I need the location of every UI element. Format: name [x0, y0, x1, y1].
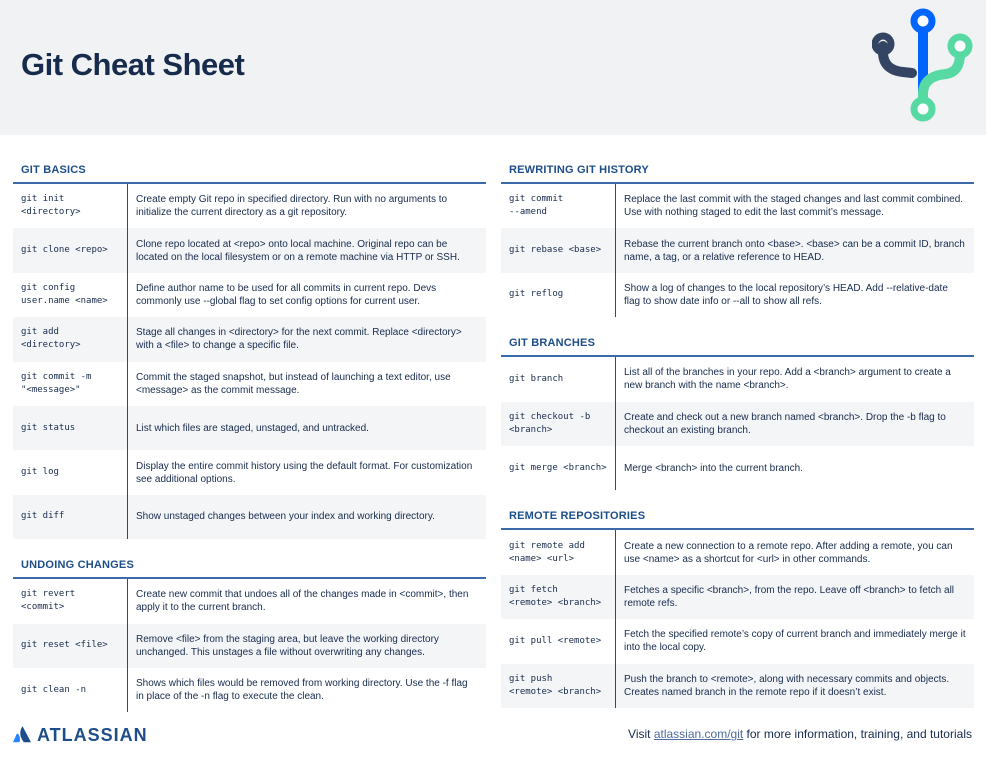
command: git init <directory>: [13, 184, 128, 228]
section-title-rewriting-history: REWRITING GIT HISTORY: [501, 158, 974, 184]
description: Create new commit that undoes all of the changes made in <commit>, then apply it to the current branch.: [136, 589, 469, 614]
atlassian-wordmark: ATLASSIAN: [37, 724, 148, 745]
command: git remote add <name> <url>: [501, 530, 616, 574]
page-title: Git Cheat Sheet: [21, 47, 245, 82]
description: Push the branch to <remote>, along with necessary commits and objects. Creates named branch in the remote repo if it doesn’t exist.: [624, 673, 950, 698]
spacer: [501, 317, 974, 331]
description: Rebase the current branch onto <base>. <base> can be a commit ID, branch name, a tag, or a relative reference to HEAD.: [624, 238, 965, 263]
description: Display the entire commit history using the default format. For customization see additional options.: [136, 460, 473, 485]
command: git reset <file>: [13, 624, 128, 668]
description: Fetches a specific <branch>, from the repo. Leave off <branch> to fetch all remote refs.: [624, 584, 955, 609]
description: Replace the last commit with the staged changes and last commit combined. Use with nothing staged to edit the last commit’s message.: [624, 194, 964, 219]
table-row: [501, 184, 974, 228]
description: Remove <file> from the staging area, but leave the working directory unchanged. This unstages a file without overwriting any changes.: [136, 633, 439, 658]
description: Merge <branch> into the current branch.: [624, 462, 803, 474]
command: git status: [13, 406, 128, 450]
table-row: [13, 228, 486, 272]
table-row: [13, 579, 486, 623]
command: git add <directory>: [13, 317, 128, 361]
footer-rest: for more information, training, and tutorials: [746, 727, 972, 741]
undoing-changes-table: [13, 579, 486, 712]
section-title-git-branches: GIT BRANCHES: [501, 331, 974, 357]
description: Create a new connection to a remote repo. After adding a remote, you can use <name> as a shortcut for <url> in other commands.: [624, 540, 953, 565]
table-row: [501, 273, 974, 317]
command: git log: [13, 450, 128, 494]
description: Fetch the specified remote’s copy of current branch and immediately merge it into the local copy.: [624, 629, 966, 654]
header: [0, 0, 986, 135]
description: Commit the staged snapshot, but instead of launching a text editor, use <message> as the commit message.: [136, 371, 451, 396]
footer-visit: Visit: [628, 727, 651, 741]
table-row: [501, 619, 974, 663]
table-row: [501, 575, 974, 619]
table-row: [501, 402, 974, 446]
command: git config user.name <name>: [13, 273, 128, 317]
table-row: [501, 228, 974, 272]
atlassian-mark-icon: [13, 726, 31, 744]
atlassian-logo: [13, 725, 148, 745]
command: git reflog: [501, 273, 616, 317]
table-row: [13, 362, 486, 406]
description: Show unstaged changes between your index and working directory.: [136, 511, 435, 523]
table-row: [13, 495, 486, 539]
footer-text: [628, 727, 972, 741]
git-branches-table: [501, 357, 974, 490]
spacer: [501, 490, 974, 504]
command: git checkout -b <branch>: [501, 402, 616, 446]
command: git merge <branch>: [501, 446, 616, 490]
table-row: [13, 450, 486, 494]
command: git diff: [13, 495, 128, 539]
section-title-undoing-changes: UNDOING CHANGES: [13, 553, 486, 579]
section-title-remote-repositories: REMOTE REPOSITORIES: [501, 504, 974, 530]
table-row: [13, 184, 486, 228]
table-row: [13, 273, 486, 317]
command: git fetch <remote> <branch>: [501, 575, 616, 619]
atlassian-git-link[interactable]: atlassian.com/git: [653, 727, 744, 741]
description: Define author name to be used for all commits in current repo. Devs commonly use --global flag to set config options for current user.: [136, 282, 437, 307]
command: git commit -m "<message>": [13, 362, 128, 406]
left-column: [13, 158, 486, 712]
git-basics-table: [13, 184, 486, 539]
rewriting-history-table: [501, 184, 974, 317]
table-row: [13, 317, 486, 361]
spacer: [13, 539, 486, 553]
command: git push <remote> <branch>: [501, 664, 616, 708]
table-row: [13, 406, 486, 450]
section-title-git-basics: GIT BASICS: [13, 158, 486, 184]
description: List which files are staged, unstaged, and untracked.: [136, 422, 369, 434]
table-row: [501, 446, 974, 490]
command: git pull <remote>: [501, 619, 616, 663]
description: Create empty Git repo in specified directory. Run with no arguments to initialize the current directory as a git repository.: [136, 194, 448, 219]
remote-repositories-table: [501, 530, 974, 708]
description: Show a log of changes to the local repository’s HEAD. Add --relative-date flag to show date info or --all to show all refs.: [624, 282, 948, 307]
description: Shows which files would be removed from working directory. Use the -f flag in place of the -n flag to execute the clean.: [136, 678, 468, 703]
git-branch-logo-icon: [872, 8, 976, 128]
command: git clone <repo>: [13, 228, 128, 272]
right-column: [501, 158, 974, 708]
table-row: [501, 530, 974, 574]
description: List all of the branches in your repo. Add a <branch> argument to create a new branch with the name <branch>.: [624, 367, 951, 392]
description: Create and check out a new branch named <branch>. Drop the -b flag to checkout an existing branch.: [624, 411, 946, 436]
table-row: [501, 664, 974, 708]
table-row: [13, 624, 486, 668]
description: Stage all changes in <directory> for the next commit. Replace <directory> with a <file> to change a specific file.: [136, 327, 462, 352]
command: git commit --amend: [501, 184, 616, 228]
description: Clone repo located at <repo> onto local machine. Original repo can be located on the local filesystem or on a remote machine via HTTP or SSH.: [136, 238, 460, 263]
table-row: [13, 668, 486, 712]
command: git rebase <base>: [501, 228, 616, 272]
command: git clean -n: [13, 668, 128, 712]
table-row: [501, 357, 974, 401]
command: git revert <commit>: [13, 579, 128, 623]
command: git branch: [501, 357, 616, 401]
